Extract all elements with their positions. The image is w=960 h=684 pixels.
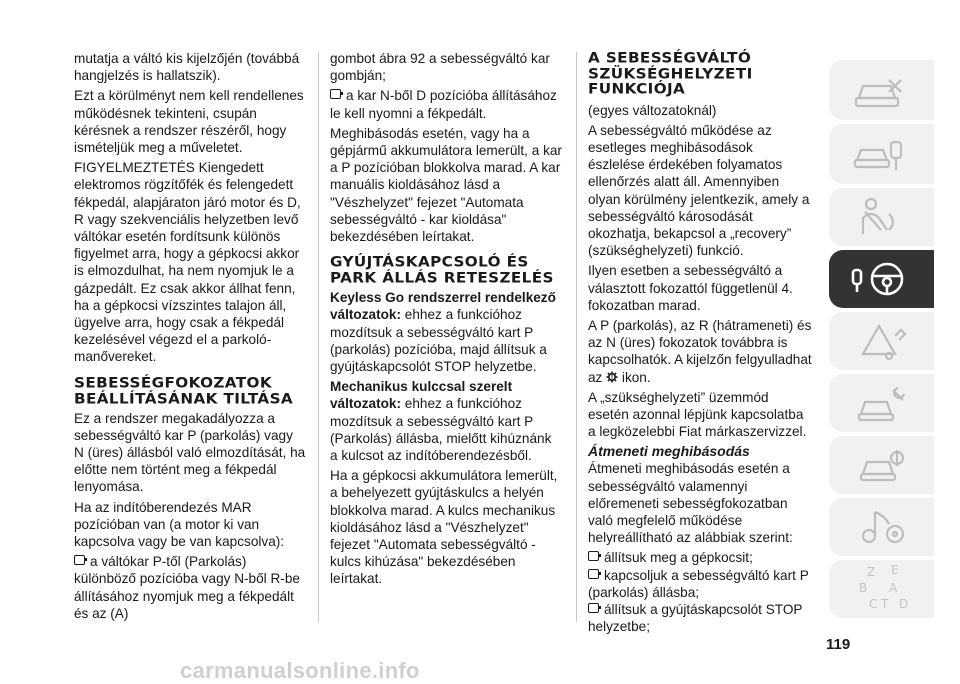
subheading: Átmeneti meghibásodás xyxy=(588,443,750,460)
page-number: 119 xyxy=(826,636,851,653)
section-heading: SEBESSÉGFOKOZATOK BEÁLLÍTÁSÁNAK TILTÁSA xyxy=(74,373,294,407)
warning-paragraph: FIGYELMEZTETÉS Kiengedett elektromos rögzítőfék és felengedett fékpedál, alapjáraton járó motor és D, R vagy szekvenciális helyzetben levő váltókar esetén fordítsunk különös figyelmet arra, hogy a gépkocsi akkor is elmozdulhat, ha nem nyomjuk le a gázpedált. Ez csak akkor állhat fenn, ha a gépkocsi vízszintes talajon áll, ügyelve arra, hogy csak a fékpedál kezelésével végezd el a parkoló-manővereket. xyxy=(74,160,301,365)
paragraph: (egyes változatoknál) xyxy=(588,102,717,118)
paragraph: A „szükséghelyzeti” üzemmód esetén azonnal lépjünk kapcsolatba a legközelebbi Fiat márkaszervizzel. xyxy=(588,389,807,440)
gearbox-warning-icon xyxy=(606,371,618,383)
car-key-icon xyxy=(829,124,934,184)
chapter-tab-service[interactable] xyxy=(829,374,934,432)
paragraph: Ha a gépkocsi akkumulátora lemerült, a behelyezett gyújtáskulcs a helyén blokkolva marad. A kulcs mechanikus kioldásához lásd a "Vészhelyzet" fejezet "Automata sebességváltó - kulcs kihúzása" bekezdésében leírtakat. xyxy=(330,468,558,587)
paragraph xyxy=(588,317,812,386)
bullet-icon xyxy=(74,555,85,565)
paragraph-text: A P (parkolás), az R (hátrameneti) és az N (üres) fokozatok továbbra is kapcsolhatók. A kijelzőn felgyulladhat az xyxy=(588,317,812,385)
multimedia-icon xyxy=(829,498,934,556)
chapter-tab-index[interactable] xyxy=(829,560,934,618)
subheading: Mechanikus kulccsal szerelt változatok: xyxy=(330,379,513,412)
chapter-tab-keys[interactable] xyxy=(829,124,934,184)
index-letter: T xyxy=(881,597,889,611)
paragraph: gombot ábra 92 a sebességváltó kar gombján; xyxy=(330,51,550,84)
car-dashboard-icon xyxy=(829,60,934,120)
bullet-item xyxy=(330,87,562,121)
index-letter: E xyxy=(891,563,899,577)
bullet-item xyxy=(588,567,812,601)
svg-text:!: ! xyxy=(610,374,614,381)
bullet-icon xyxy=(330,89,341,99)
paragraph: Átmeneti meghibásodás esetén a sebességváltó valamennyi előremeneti sebességfokozatban való megfelelő működése helyreállítható az alábbiak szerint: xyxy=(588,461,793,546)
index-letter: C xyxy=(869,597,878,611)
index-letter: D xyxy=(899,597,909,611)
chapter-tab-driving[interactable] xyxy=(829,250,934,308)
chapter-tab-emergency[interactable] xyxy=(829,312,934,370)
bullet-icon xyxy=(588,551,599,561)
bullet-text: a váltókar P-től (Parkolás) különböző pozícióba vagy N-ből R-be állításához nyomjuk meg a fékpedált és az (A) xyxy=(74,554,300,621)
paragraph xyxy=(330,289,562,375)
column-divider xyxy=(318,52,319,622)
paragraph: A sebességváltó működése az esetleges meghibásodások észlelése érdekében folyamatos ellenőrzés alatt áll. Amennyiben olyan körülmény jelentkezik, amely a sebességváltó károsodását okozhatja, bekapcsol a „recovery” (szükséghelyzeti) funkció. xyxy=(588,122,810,259)
warning-triangle-icon xyxy=(829,312,934,370)
bullet-text: állítsuk a gyújtáskapcsolót STOP helyzetbe; xyxy=(588,601,803,635)
column-2 xyxy=(330,50,562,591)
paragraph: Ez a rendszer megakadályozza a sebességváltó kar P (parkolás) vagy N (üres) állásból való elmozdítását, ha előtte nem történt meg a fékpedál lenyomása. xyxy=(74,410,306,495)
column-divider xyxy=(576,52,577,622)
paragraph-text: ehhez a funkcióhoz mozdítsuk a sebességváltó kart P (Parkolás) állásba, mielőtt kihúznánk a kulcsot az indítóberendezésből. xyxy=(330,396,552,464)
column-3 xyxy=(588,50,812,635)
index-letter: Z xyxy=(867,565,876,579)
chapter-tab-safety[interactable] xyxy=(829,188,934,246)
chapter-tab-dashboard[interactable] xyxy=(829,60,934,120)
car-spec-icon xyxy=(829,436,934,494)
index-letter: A xyxy=(889,581,898,595)
paragraph: Ilyen esetben a sebességváltó a választott fokozattól függetlenül 4. fokozatban marad. xyxy=(588,263,793,313)
paragraph: Ha az indítóberendezés MAR pozícióban van (a motor ki van kapcsolva vagy be van kapcsolva): xyxy=(74,499,285,550)
bullet-text: a kar N-ből D pozícióba állításához le kell nyomni a fékpedált. xyxy=(330,88,557,121)
paragraph: mutatja a váltó kis kijelzőjén (továbbá hangjelzés is hallatszik). xyxy=(74,51,300,84)
paragraph-text: ikon. xyxy=(621,369,651,385)
bullet-text: állítsuk meg a gépkocsit; xyxy=(604,550,753,566)
paragraph: Meghibásodás esetén, vagy ha a gépjármű akkumulátora lemerült, a kar a P pozícióban blokkolva marad. A kar manuális kioldásához lásd a "Vészhelyzet" fejezet "Automata sebességváltó - kar kioldása" bekezdésében leírtakat. xyxy=(330,125,562,245)
car-service-icon xyxy=(829,374,934,432)
paragraph-text: ehhez a funkcióhoz mozdítsuk a sebességváltó kart P (parkolás) pozícióba, majd állítsuk a gyújtáskapcsolót STOP helyzetbe. xyxy=(330,307,547,375)
bullet-item xyxy=(74,553,306,622)
steering-wheel-icon xyxy=(829,250,934,308)
index-letters-icon xyxy=(829,560,934,618)
section-heading: GYÚJTÁSKAPCSOLÓ ÉS PARK ÁLLÁS RETESZELÉS xyxy=(330,253,554,287)
bullet-item xyxy=(588,549,812,566)
chapter-tab-specs[interactable] xyxy=(829,436,934,494)
watermark: carmanualsonline.info xyxy=(180,658,420,683)
section-heading: A SEBESSÉGVÁLTÓ SZÜKSÉGHELYZETI FUNKCIÓJA xyxy=(588,49,753,98)
seatbelt-icon xyxy=(829,188,934,246)
column-1 xyxy=(74,50,306,625)
subheading: Keyless Go rendszerrel rendelkező változatok: xyxy=(330,290,556,323)
bullet-text: kapcsoljuk a sebességváltó kart P (parkolás) állásba; xyxy=(588,567,809,600)
paragraph: Ezt a körülményt nem kell rendellenes működésnek tekinteni, csupán kérésnek a rendszer részéről, hogy ismételjük meg a műveletet. xyxy=(74,88,304,156)
bullet-icon xyxy=(588,603,599,613)
paragraph xyxy=(330,378,562,464)
bullet-item xyxy=(588,601,812,635)
index-letter: B xyxy=(859,581,868,595)
chapter-tab-multimedia[interactable] xyxy=(829,498,934,556)
bullet-icon xyxy=(588,569,599,579)
